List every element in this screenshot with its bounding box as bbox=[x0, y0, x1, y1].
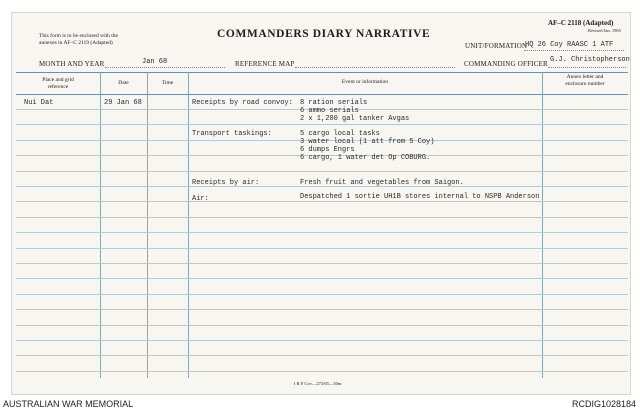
unit-label: UNIT/FORMATION bbox=[465, 42, 528, 50]
ruled-line bbox=[16, 309, 628, 310]
event-label-receipts-air: Receipts by air: bbox=[192, 179, 260, 187]
print-note: I R F Cov—273/65—50m bbox=[294, 381, 342, 386]
event-line: 6 cargo, 1 water det Op COBURG. bbox=[300, 154, 431, 162]
archive-record-id: RCDIG1028184 bbox=[571, 399, 636, 409]
archive-name: AUSTRALIAN WAR MEMORIAL bbox=[3, 399, 134, 409]
ruled-line bbox=[16, 355, 628, 356]
ruled-line bbox=[16, 278, 628, 279]
entry-place: Nui Dat bbox=[24, 99, 54, 107]
event-line: 6 ammo serials bbox=[300, 107, 359, 115]
ruled-line bbox=[16, 294, 628, 295]
event-line: 3 water local (1 att from 5 Coy) bbox=[300, 138, 435, 146]
ruled-line bbox=[16, 263, 628, 264]
col-header-event: Event or information bbox=[341, 79, 389, 85]
col-header-date: Date bbox=[118, 80, 129, 86]
ruled-line bbox=[16, 217, 628, 218]
ruled-line bbox=[16, 232, 628, 233]
event-line: 2 x 1,200 gal tanker Avgas bbox=[300, 115, 410, 123]
ref-map-label: REFERENCE MAP bbox=[235, 60, 295, 68]
month-label: MONTH AND YEAR bbox=[39, 60, 105, 68]
form-number: AF–C 2118 (Adapted) bbox=[548, 19, 614, 27]
event-line: 8 ration serials bbox=[300, 99, 368, 107]
unit-value: HQ 26 Coy RAASC 1 ATF bbox=[525, 41, 614, 49]
enclose-note-line2: annexes in AF–C 2119 (Adapted) bbox=[39, 40, 113, 46]
ruled-line bbox=[16, 325, 628, 326]
ruled-line bbox=[16, 340, 628, 341]
event-line: 5 cargo local tasks bbox=[300, 130, 380, 138]
event-label-road-convoy: Receipts by road convoy: bbox=[192, 99, 293, 107]
col-header-annex: Annex letter and enclosure number bbox=[565, 74, 605, 87]
form-title: COMMANDERS DIARY NARRATIVE bbox=[217, 28, 431, 40]
ruled-line bbox=[16, 201, 628, 202]
event-line: Fresh fruit and vegetables from Saigon. bbox=[300, 179, 464, 187]
form-revised: Revised Jan. 1965 bbox=[588, 28, 621, 33]
ruled-line bbox=[16, 371, 628, 372]
ruled-line bbox=[16, 171, 628, 172]
entry-date: 29 Jan 68 bbox=[104, 99, 142, 107]
ruled-line bbox=[16, 124, 628, 125]
co-label: COMMANDING OFFICER bbox=[464, 60, 548, 68]
enclose-note-line1: This form is to be enclosed with the bbox=[39, 33, 118, 39]
event-line: 6 dumps Engrs bbox=[300, 146, 355, 154]
col-header-place: Place and grid reference bbox=[42, 77, 74, 90]
archive-footer bbox=[0, 398, 640, 413]
month-value: Jan 68 bbox=[142, 58, 168, 66]
col-header-time: Time bbox=[161, 80, 174, 86]
diary-form-sheet bbox=[11, 12, 631, 395]
event-label-air: Air: bbox=[192, 195, 209, 203]
event-label-transport: Transport taskings: bbox=[192, 130, 272, 138]
event-line: Despatched 1 sortie UH1B stores internal to NSPB Anderson bbox=[300, 193, 540, 201]
co-value: G.J. Christopherson bbox=[550, 56, 630, 64]
ruled-line bbox=[16, 248, 628, 249]
